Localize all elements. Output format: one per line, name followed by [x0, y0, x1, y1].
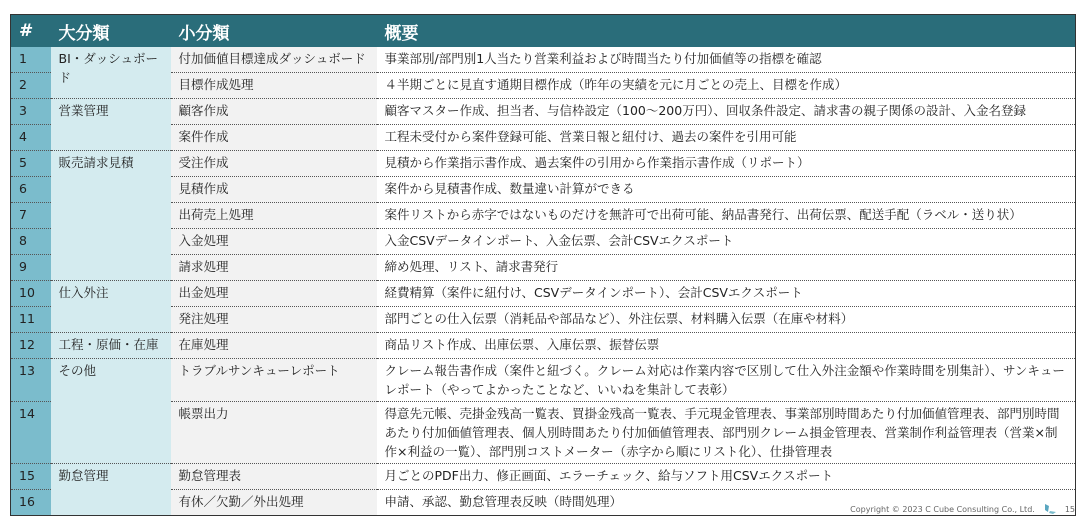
table-row [11, 203, 1076, 229]
minor-category: 出金処理 [171, 281, 377, 307]
row-number: 1 [11, 47, 51, 73]
row-number: 16 [11, 490, 51, 516]
minor-category: 受注作成 [171, 151, 377, 177]
major-category: 販売請求見積 [51, 151, 171, 281]
feature-table [10, 14, 1076, 516]
description: ４半期ごとに見直す通期目標作成（昨年の実績を元に月ごとの売上、目標を作成） [377, 73, 1076, 99]
minor-category: 帳票出力 [171, 402, 377, 464]
table-header [11, 15, 1076, 48]
description: 商品リスト作成、出庫伝票、入庫伝票、振替伝票 [377, 333, 1076, 359]
row-number: 15 [11, 464, 51, 490]
minor-category: 目標作成処理 [171, 73, 377, 99]
minor-category: 見積作成 [171, 177, 377, 203]
description: クレーム報告書作成（案件と紐づく。クレーム対応は作業内容で区別して仕入外注金額や作業時間を別集計）、サンキューレポート（やってよかったことなど、いいねを集計して表彰） [377, 359, 1076, 402]
table-row [11, 281, 1076, 307]
description: 入金CSVデータインポート、入金伝票、会計CSVエクスポート [377, 229, 1076, 255]
description: 顧客マスター作成、担当者、与信枠設定（100～200万円）、回収条件設定、請求書の親子関係の設計、入金名登録 [377, 99, 1076, 125]
minor-category: 在庫処理 [171, 333, 377, 359]
row-number: 3 [11, 99, 51, 125]
table-row [11, 402, 1076, 464]
header-num: # [11, 15, 51, 48]
table-row [11, 47, 1076, 73]
major-category: その他 [51, 359, 171, 464]
description: 経費精算（案件に紐付け、CSVデータインポート）、会計CSVエクスポート [377, 281, 1076, 307]
major-category: BI・ダッシュボード [51, 47, 171, 99]
table-row [11, 73, 1076, 99]
minor-category: 顧客作成 [171, 99, 377, 125]
copyright: Copyright © 2023 C Cube Consulting Co., Ltd. [850, 504, 1035, 514]
description: 月ごとのPDF出力、修正画面、エラーチェック、給与ソフト用CSVエクスポート [377, 464, 1076, 490]
row-number: 7 [11, 203, 51, 229]
major-category: 勤怠管理 [51, 464, 171, 516]
minor-category: 出荷売上処理 [171, 203, 377, 229]
table-row [11, 464, 1076, 490]
description: 部門ごとの仕入伝票（消耗品や部品など）、外注伝票、材料購入伝票（在庫や材料） [377, 307, 1076, 333]
major-category: 仕入外注 [51, 281, 171, 333]
description: 事業部別/部門別1人当たり営業利益および時間当たり付加価値等の指標を確認 [377, 47, 1076, 73]
page-number: 15 [1064, 504, 1075, 514]
minor-category: 案件作成 [171, 125, 377, 151]
minor-category: 入金処理 [171, 229, 377, 255]
header-desc: 概要 [377, 15, 1076, 48]
table-row [11, 99, 1076, 125]
description: 工程未受付から案件登録可能、営業日報と紐付け、過去の案件を引用可能 [377, 125, 1076, 151]
major-category: 工程・原価・在庫 [51, 333, 171, 359]
minor-category: 有休／欠勤／外出処理 [171, 490, 377, 516]
company-logo-icon [1043, 503, 1057, 515]
row-number: 8 [11, 229, 51, 255]
description: 申請、承認、勤怠管理表反映（時間処理） [377, 490, 1076, 516]
row-number: 4 [11, 125, 51, 151]
description: 締め処理、リスト、請求書発行 [377, 255, 1076, 281]
table-row [11, 125, 1076, 151]
table-row [11, 255, 1076, 281]
header-minor: 小分類 [171, 15, 377, 48]
row-number: 12 [11, 333, 51, 359]
table-row [11, 177, 1076, 203]
row-number: 2 [11, 73, 51, 99]
minor-category: トラブルサンキューレポート [171, 359, 377, 402]
description: 得意先元帳、売掛金残高一覧表、買掛金残高一覧表、手元現金管理表、事業部別時間あたり付加価値管理表、部門別時間あたり付加価値管理表、個人別時間あたり付加価値管理表、部門別クレーム損金管理表、営業制作利益管理表（営業×制作×利益の一覧）、部門別コストメーター（赤字から順にリスト化）、仕掛管理表 [377, 402, 1076, 464]
minor-category: 付加価値目標達成ダッシュボード [171, 47, 377, 73]
table-row [11, 307, 1076, 333]
row-number: 9 [11, 255, 51, 281]
table-row [11, 229, 1076, 255]
row-number: 14 [11, 402, 51, 464]
description: 案件リストから赤字ではないものだけを無許可で出荷可能、納品書発行、出荷伝票、配送手配（ラベル・送り状） [377, 203, 1076, 229]
minor-category: 発注処理 [171, 307, 377, 333]
row-number: 5 [11, 151, 51, 177]
description: 見積から作業指示書作成、過去案件の引用から作業指示書作成（リポート） [377, 151, 1076, 177]
row-number: 6 [11, 177, 51, 203]
major-category: 営業管理 [51, 99, 171, 151]
row-number: 13 [11, 359, 51, 402]
table-row [11, 333, 1076, 359]
footer [850, 503, 1075, 515]
row-number: 10 [11, 281, 51, 307]
table-row [11, 359, 1076, 402]
header-major: 大分類 [51, 15, 171, 48]
row-number: 11 [11, 307, 51, 333]
table-row [11, 151, 1076, 177]
minor-category: 請求処理 [171, 255, 377, 281]
description: 案件から見積書作成、数量違い計算ができる [377, 177, 1076, 203]
minor-category: 勤怠管理表 [171, 464, 377, 490]
